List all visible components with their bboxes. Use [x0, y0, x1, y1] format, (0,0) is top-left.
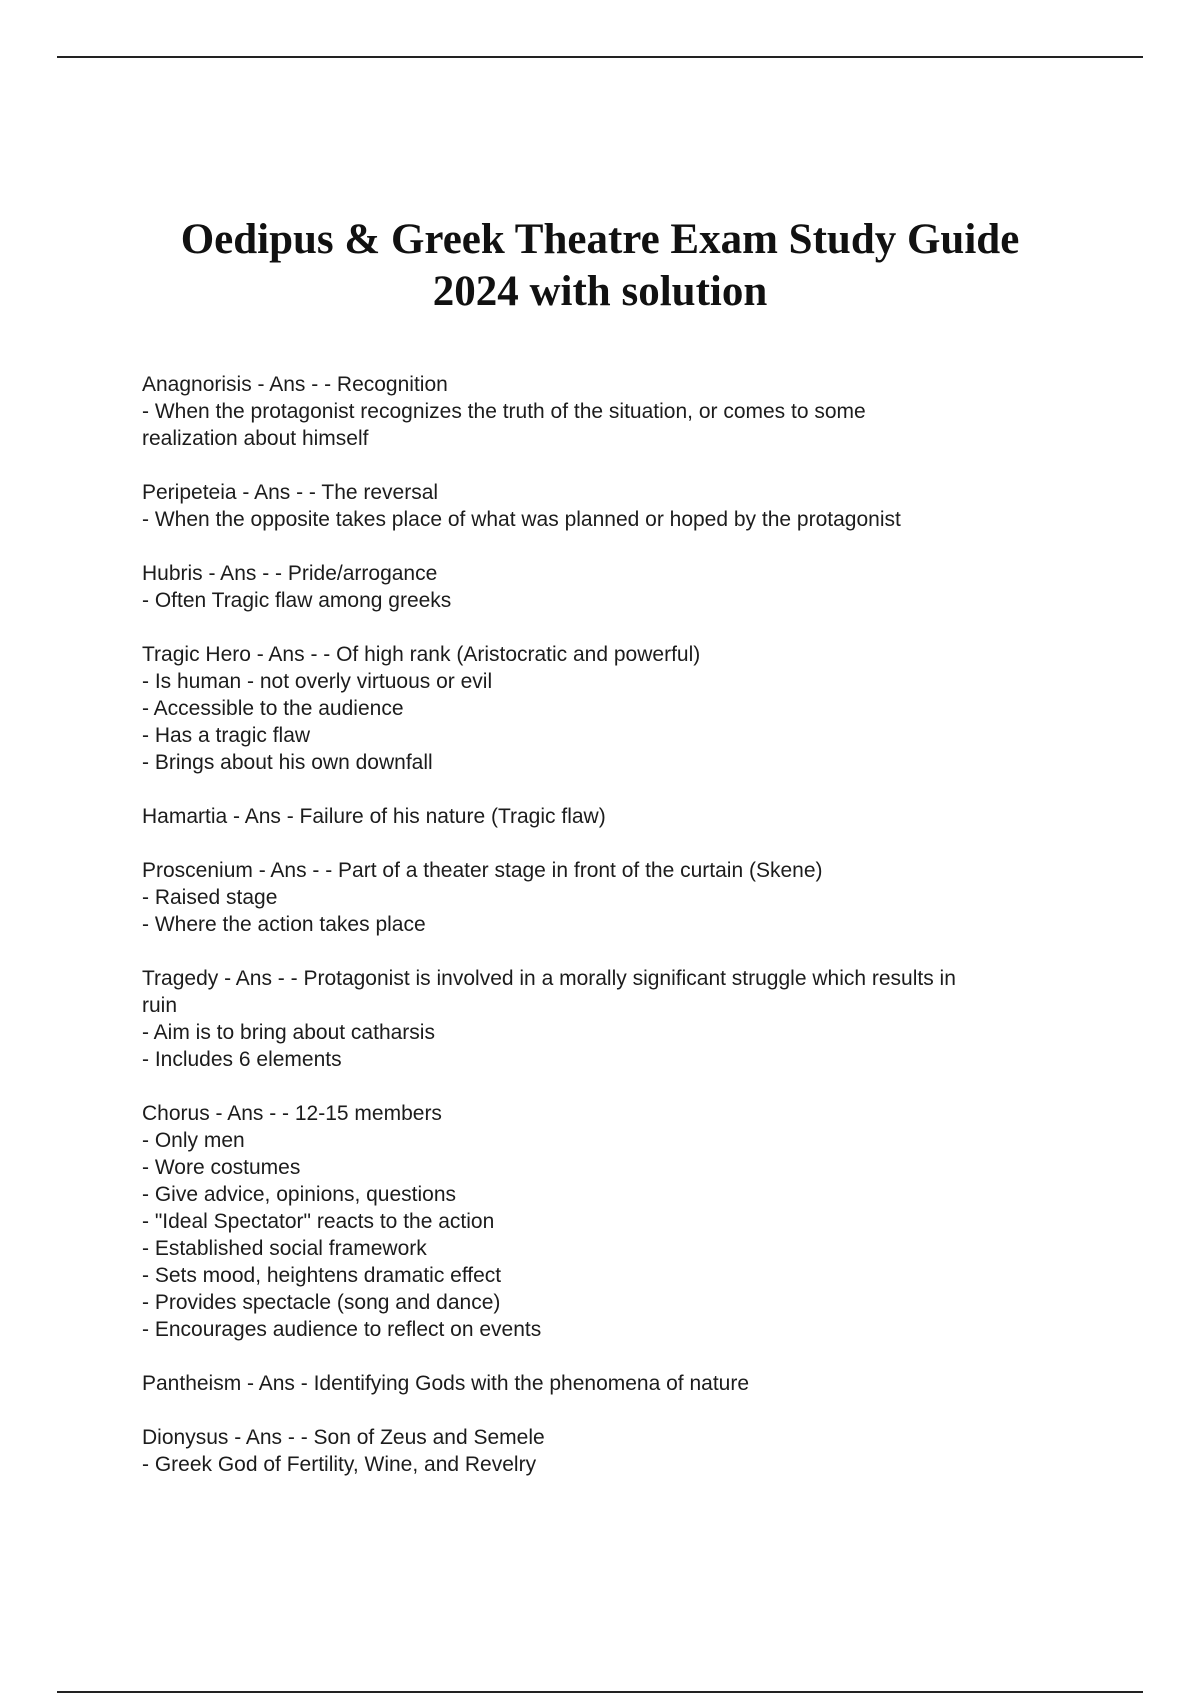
entry-term-line: Peripeteia - Ans - - The reversal	[142, 481, 439, 504]
entry-detail-line: - Give advice, opinions, questions	[142, 1183, 457, 1206]
entry-detail-line: - Raised stage	[142, 886, 278, 909]
entry-term-line: Proscenium - Ans - - Part of a theater stage in front of the curtain (Skene)	[142, 859, 823, 882]
study-entry	[142, 965, 1072, 1073]
entry-detail-line: - Greek God of Fertility, Wine, and Revelry	[142, 1453, 537, 1476]
study-entry	[142, 641, 1072, 776]
entry-detail-line: - Encourages audience to reflect on events	[142, 1318, 542, 1341]
title-line-1: Oedipus & Greek Theatre Exam Study Guide	[180, 216, 1020, 263]
entry-detail-line: ruin	[142, 994, 178, 1017]
entry-term-line: Hamartia - Ans - Failure of his nature (Tragic flaw)	[142, 805, 606, 828]
study-entry	[142, 560, 1072, 614]
bottom-rule	[57, 1691, 1143, 1693]
entry-detail-line: - Wore costumes	[142, 1156, 301, 1179]
entry-term-line: Dionysus - Ans - - Son of Zeus and Semele	[142, 1426, 545, 1449]
entry-detail-line: - Accessible to the audience	[142, 697, 404, 720]
entry-detail-line: - Aim is to bring about catharsis	[142, 1021, 435, 1044]
study-entry	[142, 371, 1072, 452]
entry-detail-line: - Has a tragic flaw	[142, 724, 311, 747]
entry-detail-line: - Sets mood, heightens dramatic effect	[142, 1264, 502, 1287]
entry-detail-line: - Is human - not overly virtuous or evil	[142, 670, 493, 693]
entry-term-line: Tragedy - Ans - - Protagonist is involved in a morally significant struggle which results in	[142, 967, 956, 990]
entry-term-line: Tragic Hero - Ans - - Of high rank (Aristocratic and powerful)	[142, 643, 701, 666]
entry-term-line: Hubris - Ans - - Pride/arrogance	[142, 562, 438, 585]
entry-term-line: Pantheism - Ans - Identifying Gods with the phenomena of nature	[142, 1372, 750, 1395]
study-entry	[142, 1100, 1072, 1343]
study-entry	[142, 803, 1072, 830]
entry-detail-line: - Where the action takes place	[142, 913, 426, 936]
entry-term-line: Chorus - Ans - - 12-15 members	[142, 1102, 442, 1125]
title-line-2: 2024 with solution	[432, 268, 768, 315]
study-entries	[142, 371, 1072, 1505]
document-title	[0, 214, 1200, 318]
entry-detail-line: - Established social framework	[142, 1237, 427, 1260]
study-entry	[142, 479, 1072, 533]
entry-detail-line: - Includes 6 elements	[142, 1048, 342, 1071]
entry-detail-line: - Only men	[142, 1129, 245, 1152]
entry-detail-line: - Brings about his own downfall	[142, 751, 433, 774]
entry-detail-line: - "Ideal Spectator" reacts to the action	[142, 1210, 495, 1233]
entry-term-line: Anagnorisis - Ans - - Recognition	[142, 373, 448, 396]
entry-detail-line: realization about himself	[142, 427, 369, 450]
entry-detail-line: - Often Tragic flaw among greeks	[142, 589, 452, 612]
study-entry	[142, 857, 1072, 938]
entry-detail-line: - When the opposite takes place of what was planned or hoped by the protagonist	[142, 508, 901, 531]
entry-detail-line: - When the protagonist recognizes the truth of the situation, or comes to some	[142, 400, 866, 423]
entry-detail-line: - Provides spectacle (song and dance)	[142, 1291, 501, 1314]
top-rule	[57, 56, 1143, 58]
study-entry	[142, 1370, 1072, 1397]
study-entry	[142, 1424, 1072, 1478]
